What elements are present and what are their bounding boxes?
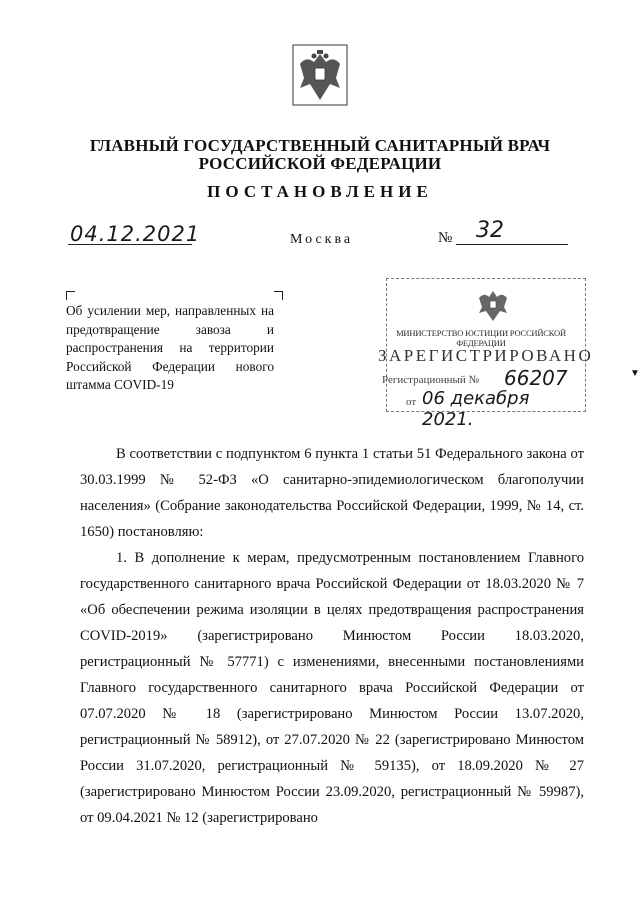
issuing-authority-line1: ГЛАВНЫЙ ГОСУДАРСТВЕННЫЙ САНИТАРНЫЙ ВРАЧ [89,136,551,155]
stamp-status: ЗАРЕГИСТРИРОВАНО [378,346,594,365]
document-subject: Об усилении мер, направленных на предотвращение завоза и распространения на территории Российской Федерации нового штамма COVID-19 [66,303,274,392]
number-label: № [438,230,453,246]
stamp-date-label: от [406,396,417,408]
stamp-organization: МИНИСТЕРСТВО ЮСТИЦИИ РОССИЙСКОЙ ФЕДЕРАЦИИ [396,328,566,348]
stamp-regnum-label: Регистрационный № [382,374,480,386]
number-underline [456,244,568,245]
paragraph-text: 1. В дополнение к мерам, предусмотренным постановлением Главного государственного санитарного врача Российской Федерации от 18.03.2020 № 7 «Об обеспечении режима изоляции в целях предотвращения распространения COVID-2019» (зарегистрировано Минюстом России 18.03.2020, регистрационный № 57771) с изменениями, внесенными постановлениями Главного государственного санитарного врача Российской Федерации от 07.07.2020 № 18 (зарегистрировано Минюстом России 13.07.2020, регистрационный № 58912), от 27.07.2020 № 22 (зарегистрировано Минюстом России 31.07.2020, регистрационный № 59135), от 18.09.2020 № 27 (зарегистрировано Минюстом России 23.09.2020, регистрационный № 59987), от 09.04.2021 № 12 (зарегистрировано [80,550,584,826]
issuing-authority-line2: РОССИЙСКОЙ ФЕДЕРАЦИИ [198,154,442,173]
document-city: Москва [290,232,354,247]
document-type-title: ПОСТАНОВЛЕНИЕ [207,182,433,201]
body-paragraph-2 [80,545,584,831]
coat-of-arms-icon [474,286,512,324]
subject-corner-left [66,291,75,300]
stamp-regnum: 66207 [504,366,568,390]
stamp-date: 06 декабря 2021. [422,388,530,430]
subject-corner-right [274,291,283,300]
coat-of-arms-icon [292,44,348,106]
document-date: 04.12.2021 [70,222,201,246]
registration-stamp [378,278,594,430]
edge-mark-icon: ▼ [630,368,640,379]
date-underline [68,244,192,245]
paragraph-text: В соответствии с подпунктом 6 пункта 1 статьи 51 Федерального закона от 30.03.1999 № 52-ФЗ «О санитарно-эпидемиологическом благополучии населения» (Собрание законодательства Российской Федерации, 1999, № 14, ст. 1650) постановляю: [80,446,584,540]
body-paragraph-1 [80,441,584,545]
document-number: 32 [476,218,504,243]
